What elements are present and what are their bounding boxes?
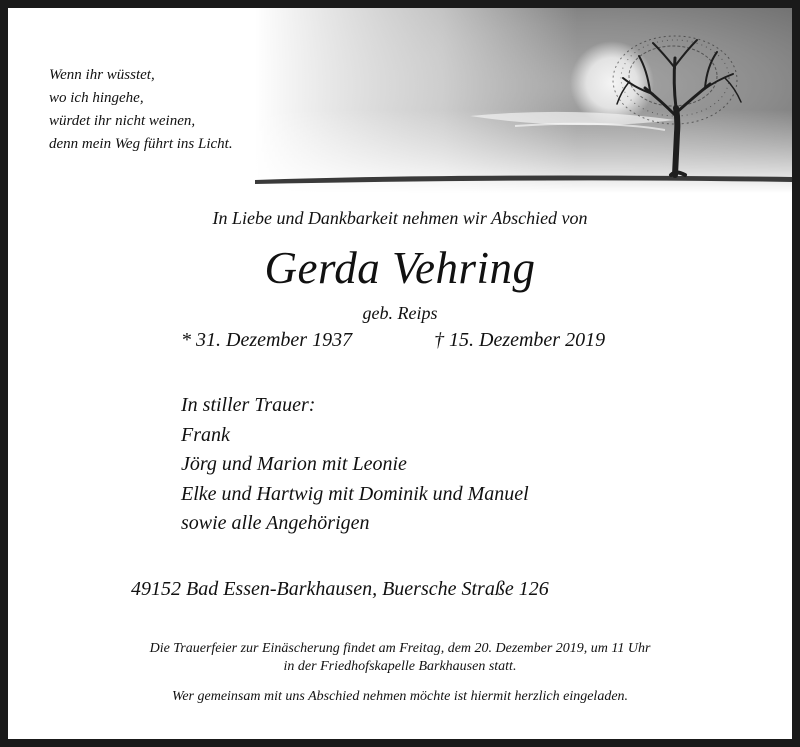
tree-landscape-image [255,8,792,193]
mourner-entry: sowie alle Angehörigen [181,512,370,534]
poem [49,64,233,156]
poem-line: würdet ihr nicht weinen, [49,113,196,129]
mourner-entry: Elke und Hartwig mit Dominik und Manuel [181,482,529,505]
poem-line: wo ich hingehe, [49,90,144,106]
ceremony-line: in der Friedhofskapelle Barkhausen statt. [283,659,517,674]
ceremony-info [0,640,800,676]
family-address: 49152 Bad Essen-Barkhausen, Buersche Straße 126 [131,578,549,600]
death-date: † 15. Dezember 2019 [434,329,606,351]
mourner-entry: Frank [181,423,230,446]
mourner-entry: Jörg und Marion mit Leonie [181,453,407,475]
poem-line: Wenn ihr wüsstet, [49,67,155,83]
maiden-name: geb. Reips [362,303,438,323]
ceremony-line: Die Trauerfeier zur Einäscherung findet am Freitag, dem 20. Dezember 2019, um 11 Uhr [149,641,651,656]
invitation-text: Wer gemeinsam mit uns Abschied nehmen möchte ist hiermit herzlich eingeladen. [171,689,629,704]
farewell-intro: In Liebe und Dankbarkeit nehmen wir Abschied von [212,208,588,228]
birth-date: * 31. Dezember 1937 [181,329,353,351]
deceased-name: Gerda Vehring [264,243,536,293]
mourners-heading: In stiller Trauer: [181,394,316,416]
mourners-list [181,391,529,539]
poem-line: denn mein Weg führt ins Licht. [49,136,233,152]
